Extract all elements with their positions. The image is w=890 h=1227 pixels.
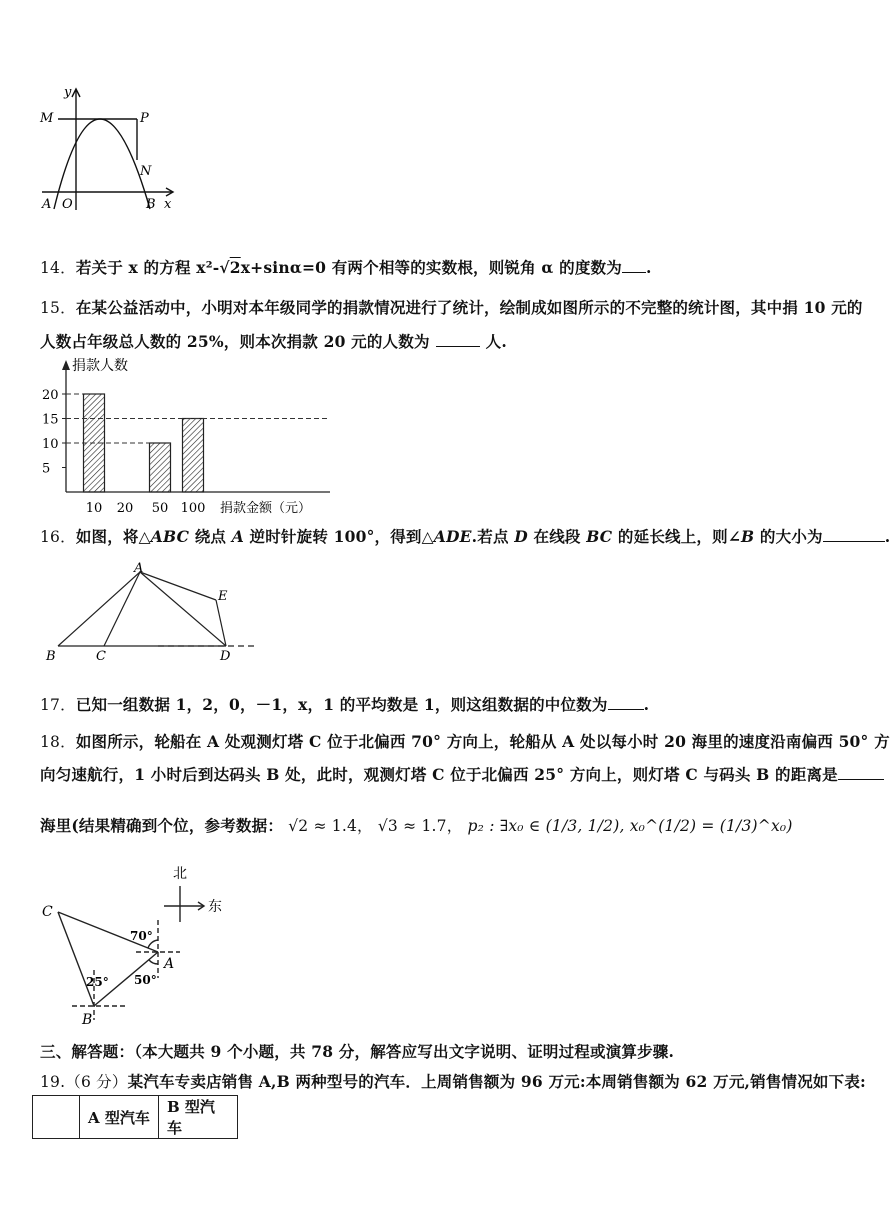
donation-bar-chart (30, 352, 350, 520)
question-18-line2 (40, 763, 884, 785)
q14-text-pre: 若关于 x 的方程 x²- (75, 258, 220, 277)
q14-number: 14． (40, 259, 76, 277)
question-17 (40, 693, 649, 715)
q17-answer-blank[interactable] (608, 695, 644, 710)
q14-text-post: x+sinα=0 有两个相等的实数根，则锐角 α 的度数为 (240, 258, 622, 277)
y-axis-label: 捐款人数 (72, 358, 128, 374)
q19-number: 19. (40, 1073, 66, 1091)
q17-end: . (643, 695, 650, 714)
label-N: N (140, 164, 152, 179)
question-15-line1 (40, 296, 863, 318)
q16-text-e: 在线段 (527, 527, 587, 546)
q16-end: . (884, 527, 890, 546)
x-axis-label: 捐款金额（元） (220, 501, 312, 516)
x-tick-label-50: 50 (151, 501, 169, 516)
y-tick-label: 10 (42, 437, 59, 452)
q14-answer-blank[interactable] (622, 258, 646, 273)
rotation-figure (40, 558, 270, 668)
q16-bc: BC (586, 527, 613, 546)
section-3-heading (40, 1040, 674, 1062)
x-tick-label-20: 20 (116, 501, 134, 516)
table-row (33, 1096, 238, 1139)
q16-text-c: 逆时针旋转 100°，得到△ (243, 527, 434, 546)
sales-table (32, 1095, 238, 1139)
y-axis-arrow (62, 360, 70, 370)
x-tick-label-100: 100 (180, 501, 206, 516)
q16-bB: B (741, 527, 755, 546)
fig16-label-E: E (218, 589, 228, 604)
question-19 (40, 1070, 866, 1092)
fig18-label-C: C (42, 904, 53, 920)
fig16-label-B: B (46, 649, 56, 664)
q18-text-line3: 海里(结果精确到个位，参考数据： (40, 816, 284, 835)
q18-answer-blank[interactable] (838, 765, 884, 780)
table-header-cell-a: A 型汽车 (80, 1096, 159, 1139)
q16-number: 16． (40, 528, 76, 546)
q16-text-d: .若点 (471, 527, 515, 546)
q18-ref-sqrt3: √3 ≈ 1.7， (377, 817, 463, 835)
q18-number: 18． (40, 733, 76, 751)
q17-number: 17． (40, 696, 76, 714)
q17-text: 已知一组数据 1，2，0，－1，x，1 的平均数是 1，则这组数据的中位数为 (75, 695, 608, 714)
y-tick-label: 20 (42, 388, 59, 403)
q19-text: 某汽车专卖店销售 A,B 两种型号的汽车．上周销售额为 96 万元:本周销售额为 62 万元,销售情况如下表: (127, 1072, 866, 1091)
q16-ade: ADE (433, 527, 472, 546)
q16-text-g: 的大小为 (754, 527, 823, 546)
q15-answer-blank[interactable] (436, 332, 480, 347)
label-y: y (64, 85, 72, 100)
y-tick-label: 5 (42, 461, 51, 477)
q15-text-line1: 在某公益活动中，小明对本年级同学的捐款情况进行了统计，绘制成如图所示的不完整的统计图，其中捐 10 元的 (75, 298, 863, 317)
fig18-label-B: B (82, 1012, 93, 1028)
q14-sqrt: √2 (219, 258, 241, 277)
bar-100 (183, 419, 204, 493)
q16-answer-blank[interactable] (823, 527, 885, 542)
table-header-cell-b: B 型汽车 (159, 1096, 238, 1139)
y-tick-label: 15 (42, 412, 59, 428)
question-14 (40, 256, 652, 278)
q18-text-line1: 如图所示，轮船在 A 处观测灯塔 C 位于北偏西 70° 方向上，轮船从 A 处以每小时 20 海里的速度沿南偏西 50° 方 (75, 732, 890, 751)
label-x: x (164, 197, 172, 212)
label-M: M (40, 111, 54, 126)
fig18-label-east: 东 (208, 899, 222, 915)
bar-50 (150, 443, 171, 492)
fig18-label-north: 北 (173, 866, 187, 882)
q14-end: . (645, 258, 652, 277)
q16-a: A (231, 527, 244, 546)
label-A: A (42, 197, 52, 212)
q15-text-post: 人. (485, 332, 507, 351)
fig18-label-A: A (164, 956, 175, 972)
x-tick-label-10: 10 (85, 501, 103, 516)
fig16-label-A: A (134, 561, 144, 576)
fig16-label-C: C (96, 649, 106, 664)
q16-text-a: 如图，将△ (75, 527, 151, 546)
q16-text-f: 的延长线上，则∠ (612, 527, 742, 546)
navigation-figure (36, 860, 246, 1030)
q16-text-b: 绕点 (189, 527, 232, 546)
question-15-line2 (40, 330, 507, 352)
table-header-cell-0 (33, 1096, 80, 1139)
question-16 (40, 525, 890, 547)
label-P: P (140, 111, 149, 126)
q15-text-line2: 人数占年级总人数的 25%，则本次捐款 20 元的人数为 (40, 332, 430, 351)
q18-text-line2: 向匀速航行，1 小时后到达码头 B 处，此时，观测灯塔 C 位于北偏西 25° 方向上，则灯塔 C 与码头 B 的距离是 (40, 765, 838, 784)
fig16-label-D: D (220, 649, 231, 664)
q18-ref-p2: p₂ : ∃x₀ ∈ (1/3, 1/2), x₀^(1/2) = (1/3)^x₀) (467, 817, 793, 835)
q15-number: 15． (40, 299, 76, 317)
q16-d: D (514, 527, 528, 546)
parabola-figure (36, 84, 186, 214)
label-B: B (146, 197, 156, 212)
question-18-line1 (40, 730, 890, 752)
question-18-line3 (40, 814, 793, 836)
q18-ref-sqrt2: √2 ≈ 1.4， (288, 817, 373, 835)
label-O: O (62, 197, 73, 212)
section-3-text: 三、解答题：（本大题共 9 个小题，共 78 分，解答应写出文字说明、证明过程或演算步骤. (40, 1042, 675, 1061)
fig18-angle-25: 25° (86, 975, 109, 989)
fig18-angle-50: 50° (134, 973, 157, 987)
q16-abc: ABC (150, 527, 190, 546)
q19-score: （6 分） (65, 1073, 128, 1091)
fig18-angle-70: 70° (130, 929, 153, 943)
